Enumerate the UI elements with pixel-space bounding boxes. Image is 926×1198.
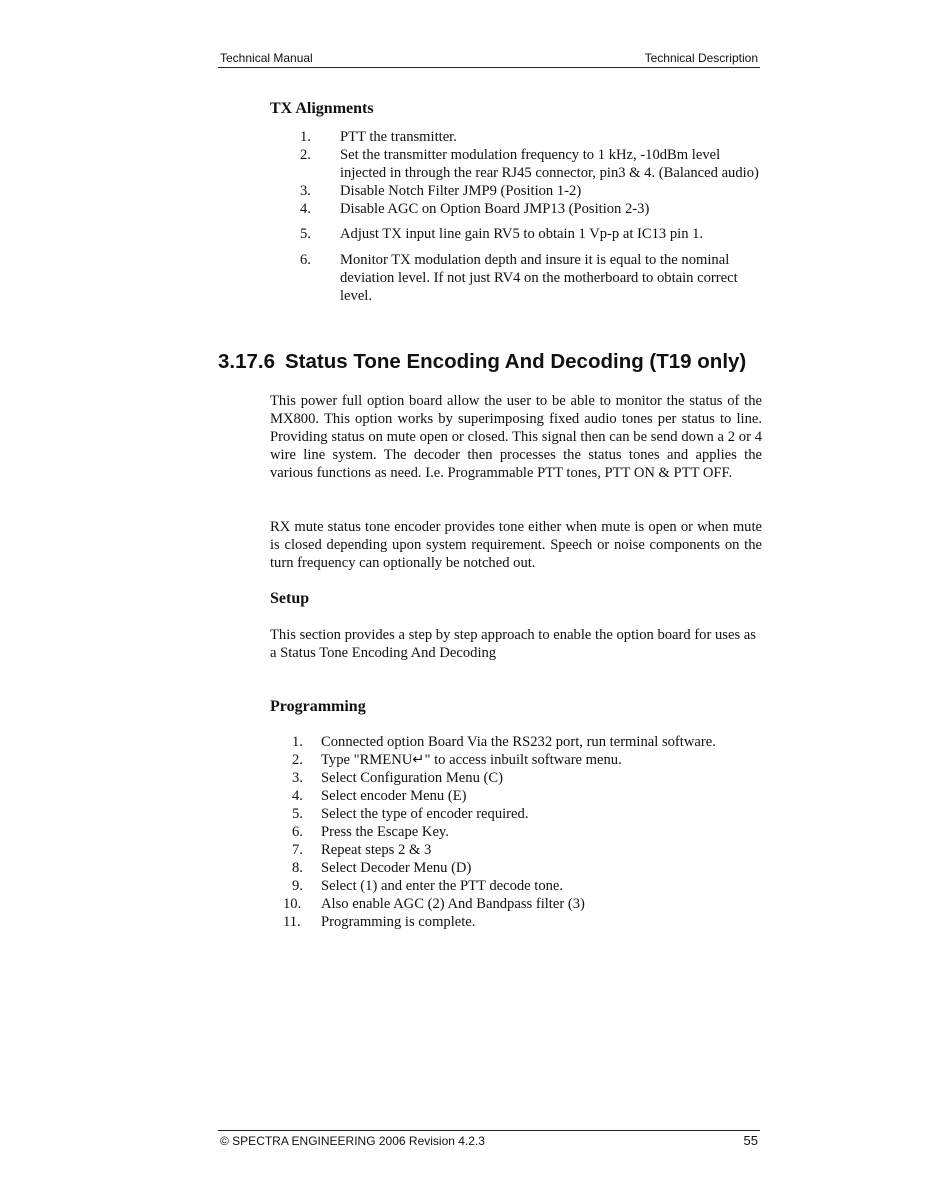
list-item: 3. Select Configuration Menu (C) [292,770,503,786]
list-item: 4. Select encoder Menu (E) [292,788,467,804]
list-item: 1. PTT the transmitter. [300,129,457,145]
list-item: 10. Also enable AGC (2) And Bandpass filter (3) [283,896,585,912]
list-item: 9. Select (1) and enter the PTT decode tone. [292,878,564,894]
section-number: 3.17.6 [218,350,275,373]
list-item: 6. Monitor TX modulation depth and insure it is equal to the nominal deviation level. If not just RV4 on the motherboard to obtain correct level. [300,252,738,304]
page-header [218,50,760,68]
tx-steps-list [300,128,762,305]
list-item: 5. Select the type of encoder required. [292,806,529,822]
header-left: Technical Manual [220,51,313,65]
list-item: 3. Disable Notch Filter JMP9 (Position 1-2) [300,183,582,199]
page-footer [218,1130,760,1153]
list-item: 5. Adjust TX input line gain RV5 to obtain 1 Vp-p at IC13 pin 1. [300,226,704,242]
setup-heading: Setup [270,590,310,607]
footer-copyright: © SPECTRA ENGINEERING 2006 Revision 4.2.3 [220,1134,485,1148]
intro-paragraph: This power full option board allow the user to be able to monitor the status of the MX800. This option works by superimposing fixed audio tones per status to line. Providing status on mute open or closed. This signal then can be send down a 2 or 4 wire line system. The decoder then processes the status tones and applies the various functions as need. I.e. Programmable PTT tones, PTT ON & PTT OFF. [270,393,762,481]
section-heading [218,350,746,374]
list-item: 11. Programming is complete. [283,914,476,930]
section-title: Status Tone Encoding And Decoding (T19 only) [285,350,747,373]
list-item: 6. Press the Escape Key. [292,824,449,840]
setup-paragraph: This section provides a step by step approach to enable the option board for uses as a Status Tone Encoding And Decoding [270,627,756,661]
header-right: Technical Description [644,51,758,65]
mute-paragraph: RX mute status tone encoder provides tone either when mute is open or when mute is closed depending upon system requirement. Speech or noise components on the turn frequency can optionally be notched out. [270,519,762,571]
programming-steps-list [283,733,716,931]
tx-alignments-heading: TX Alignments [270,100,374,117]
list-item: 4. Disable AGC on Option Board JMP13 (Position 2-3) [300,201,650,217]
list-item: 7. Repeat steps 2 & 3 [292,842,432,858]
list-item: 1. Connected option Board Via the RS232 port, run terminal software. [292,734,716,750]
programming-heading: Programming [270,698,366,715]
list-item: 8. Select Decoder Menu (D) [292,860,472,876]
list-item: 2. Type "RMENU↵" to access inbuilt software menu. [292,752,622,768]
list-item: 2. Set the transmitter modulation frequency to 1 kHz, -10dBm level injected in through the rear RJ45 connector, pin3 & 4. (Balanced audio) [300,147,759,181]
page-number: 55 [743,1133,758,1148]
